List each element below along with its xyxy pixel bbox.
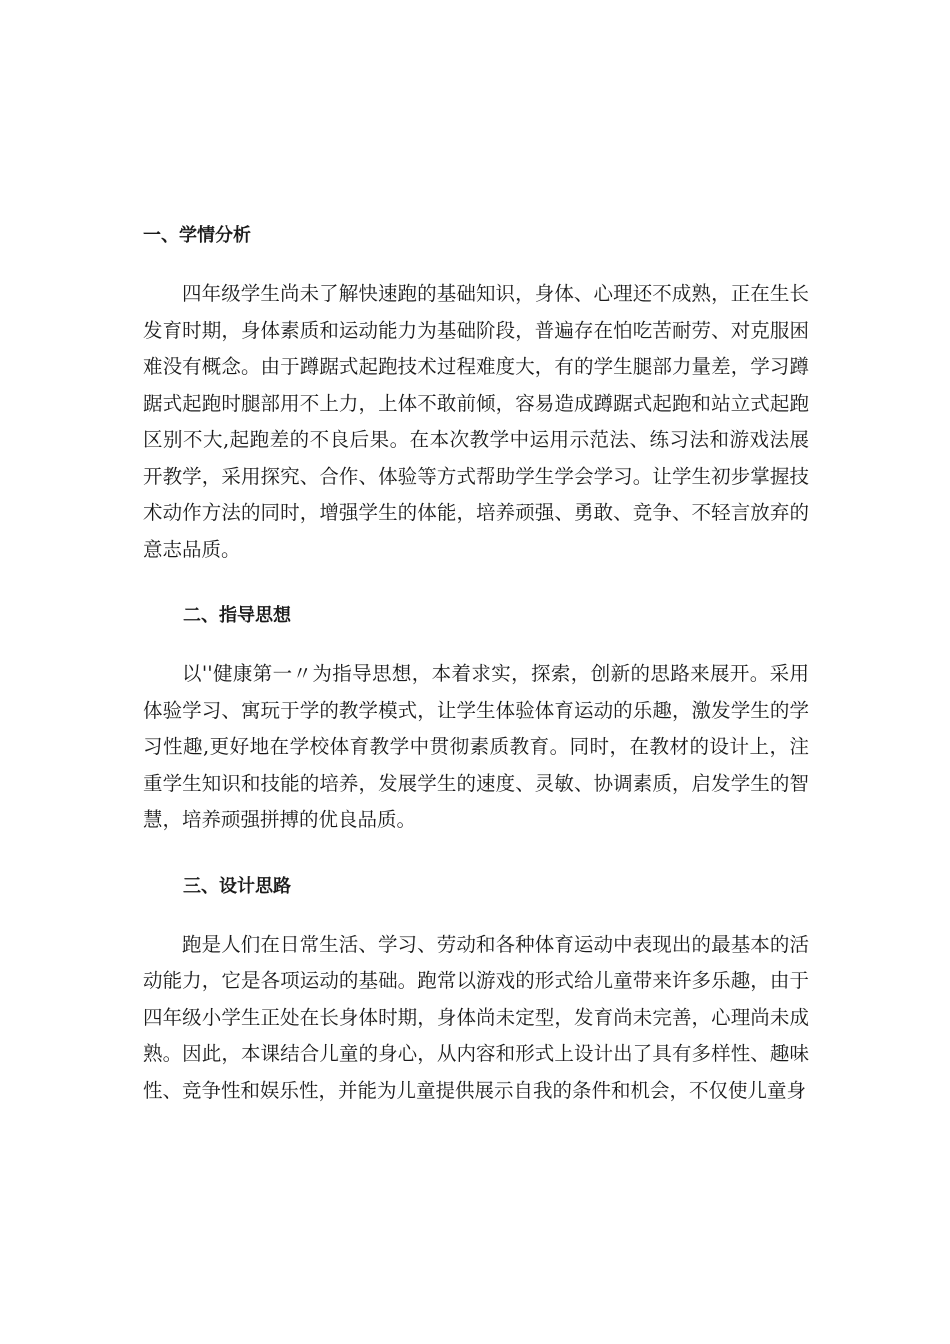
document-page xyxy=(143,218,809,1109)
section-body-guiding-idea: 以''健康第一〃为指导思想，本着求实，探索，创新的思路来展开。采用体验学习、寓玩于学的教学模式，让学生体验体育运动的乐趣，激发学生的学习性趣,更好地在学校体育教学中贯彻素质教育。同时，在教材的设计上，注重学生知识和技能的培养，发展学生的速度、灵敏、协调素质，启发学生的智慧，培养顽强拼搏的优良品质。 xyxy=(143,662,809,831)
section-heading-design-approach: 三、设计思路 xyxy=(183,875,291,897)
section-body-learning-analysis: 四年级学生尚未了解快速跑的基础知识，身体、心理还不成熟，正在生长发育时期，身体素质和运动能力为基础阶段，普遍存在怕吃苦耐劳、对克服困难没有概念。由于蹲踞式起跑技术过程难度大，有的学生腿部力量差，学习蹲踞式起跑时腿部用不上力，上体不敢前倾，容易造成蹲踞式起跑和站立式起跑区别不大,起跑差的不良后果。在本次教学中运用示范法、练习法和游戏法展开教学，采用探究、合作、体验等方式帮助学生学会学习。让学生初步掌握技术动作方法的同时，增强学生的体能，培养顽强、勇敢、竞争、不轻言放弃的意志品质。 xyxy=(143,282,809,561)
section-heading-learning-analysis: 一、学情分析 xyxy=(143,225,251,246)
section-body-design-approach: 跑是人们在日常生活、学习、劳动和各种体育运动中表现出的最基本的活动能力，它是各项运动的基础。跑常以游戏的形式给儿童带来许多乐趣，由于四年级小学生正处在长身体时期，身体尚未定型，发育尚未完善，心理尚未成熟。因此，本课结合儿童的身心，从内容和形式上设计出了具有多样性、趣味性、竞争性和娱乐性，并能为儿童提供展示自我的条件和机会，不仅使儿童身 xyxy=(143,932,809,1102)
section-heading-guiding-idea: 二、指导思想 xyxy=(183,605,291,626)
